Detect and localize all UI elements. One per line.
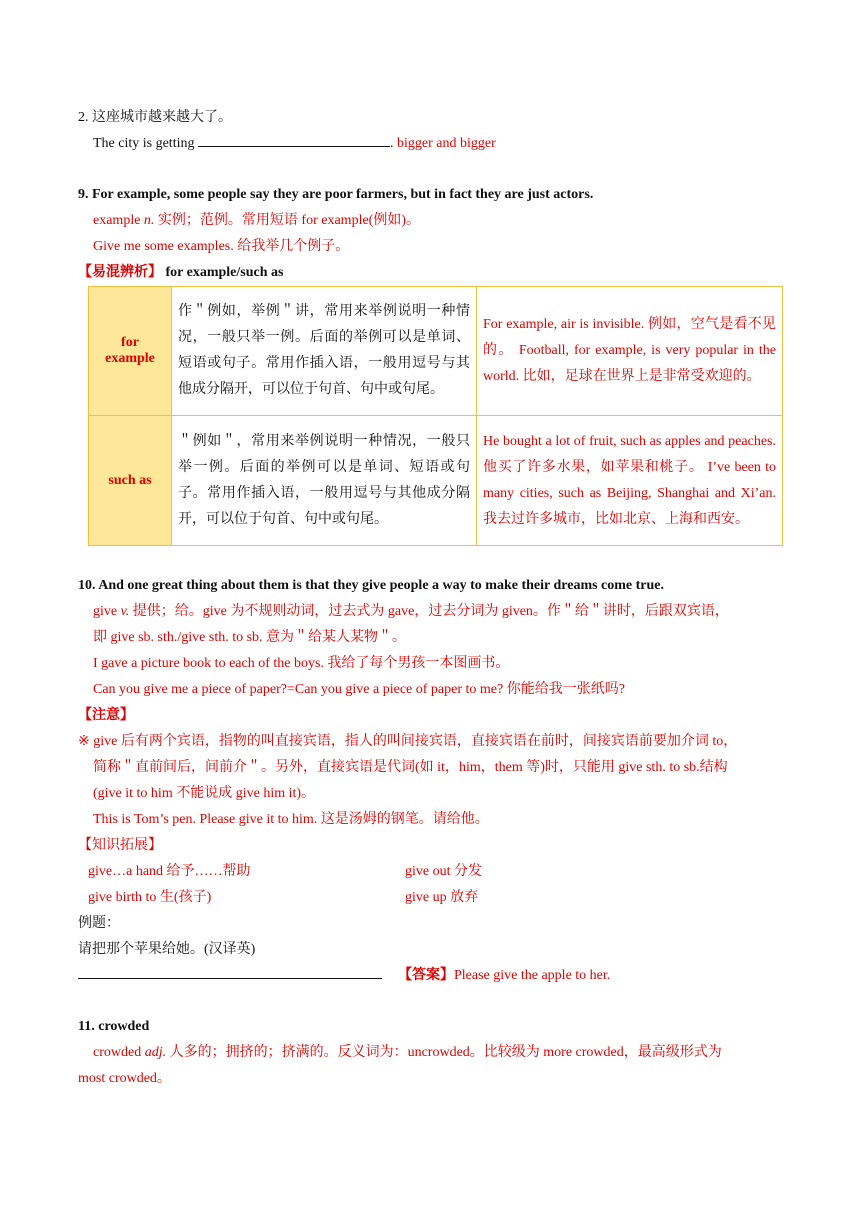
s10-note-line2: 简称＂直前间后，间前介＂。另外，直接宾语是代词(如 it，him，them 等)时，只能用 give sth. to sb.结构 [93,760,728,775]
table-row [89,287,783,416]
q2-blank [198,146,390,147]
s10-note-tag: 【注意】 [78,708,134,723]
s9-example: Give me some examples. 给我举几个例子。 [93,239,350,254]
exercise-label: 例题： [78,916,120,931]
phrase-item: give…a hand 给予……帮助 [88,864,251,879]
term-cell [89,416,172,546]
q2-chinese: 2. 这座城市越来越大了。 [78,110,232,125]
q2-en-prefix: The city is getting [93,136,198,151]
s11-heading: 11. crowded [78,1019,150,1034]
q2-english [93,134,496,154]
s11-def-pos: adj. [144,1045,167,1060]
example-cell: He bought a lot of fruit, such as apples and peaches. 他买了许多水果，如苹果和桃子。 I’ve been to many cities, such as Beijing, Shanghai and Xi’an. 我去过许多城市，比如北京、上海和西安。 [477,416,783,546]
s11-def-line2: most crowded。 [78,1071,171,1086]
table-row [89,416,783,546]
s10-extension-tag: 【知识拓展】 [78,838,162,853]
s10-note-line1: ※ give 后有两个宾语，指物的叫直接宾语，指人的叫间接宾语，直接宾语在前时，间接宾语前要加介词 to， [78,734,738,749]
s11-definition [93,1043,722,1063]
s9-heading: 9. For example, some people say they are poor farmers, but in fact they are just actors. [78,187,594,202]
term-cell [89,287,172,416]
s9-compare-header [78,263,283,283]
phrase-item: give up 放弃 [405,890,479,905]
s10-heading: 10. And one great thing about them is that they give people a way to make their dreams come true. [78,578,665,593]
s9-def-text: 实例；范例。常用短语 for example(例如)。 [154,213,420,228]
term-label: such as [108,472,152,488]
term-label: for [121,335,139,350]
phrase-item: give birth to 生(孩子) [88,890,212,905]
answer-tag: 【答案】 [398,968,454,983]
q2-en-suffix: . [389,136,394,151]
s10-def-word: give [93,604,121,619]
answer-text: Please give the apple to her. [454,968,611,983]
s9-def-word: example [93,213,144,228]
s11-def-word: crowded [93,1045,145,1060]
s10-def-pos: v. [120,604,130,619]
s10-definition [93,602,729,622]
term-label: example [105,351,155,366]
s9-definition [93,211,420,231]
s10-example-1: I gave a picture book to each of the boys. 我给了每个男孩一本图画书。 [93,656,510,671]
exercise-question: 请把那个苹果给她。(汉译英) [78,942,256,957]
s10-def-line1: 提供；给。give 为不规则动词，过去式为 gave，过去分词为 given。作＂给＂讲时，后跟双宾语， [129,604,729,619]
exercise-answer-line [78,966,382,986]
example-cell: For example, air is invisible. 例如，空气是看不见的。 Football, for example, is very popular in the world. 比如，足球在世界上是非常受欢迎的。 [477,287,783,416]
description-cell: ＂例如＂，常用来举例说明一种情况，一般只举一例。后面的举例可以是单词、短语或句子。常用作插入语，一般用逗号与其他成分隔开，可以位于句首、句中或句尾。 [172,416,477,546]
description-cell: 作＂例如，举例＂讲，常用来举例说明一种情况，一般只举一例。后面的举例可以是单词、短语或句子。常用作插入语，一般用逗号与其他成分隔开，可以位于句首、句中或句尾。 [172,287,477,416]
s10-def-line2: 即 give sb. sth./give sth. to sb. 意为＂给某人某物＂。 [93,630,407,645]
exercise-answer [398,966,610,986]
s10-note-line3: (give it to him 不能说成 give him it)。 [93,786,316,801]
s10-note-example: This is Tom’s pen. Please give it to him. 这是汤姆的钢笔。请给他。 [93,812,489,827]
s9-compare-title: for example/such as [162,265,284,280]
answer-blank [78,978,382,979]
comparison-table [88,286,783,546]
q2-answer: bigger and bigger [393,136,496,151]
s10-example-2: Can you give me a piece of paper?=Can you give a piece of paper to me? 你能给我一张纸吗? [93,682,625,697]
s11-def-line1: 人多的；拥挤的；挤满的。反义词为：uncrowded。比较级为 more crowded，最高级形式为 [166,1045,722,1060]
s9-def-pos: n. [143,213,155,228]
s9-compare-tag: 【易混辨析】 [78,265,162,280]
phrase-item: give out 分发 [405,864,482,879]
